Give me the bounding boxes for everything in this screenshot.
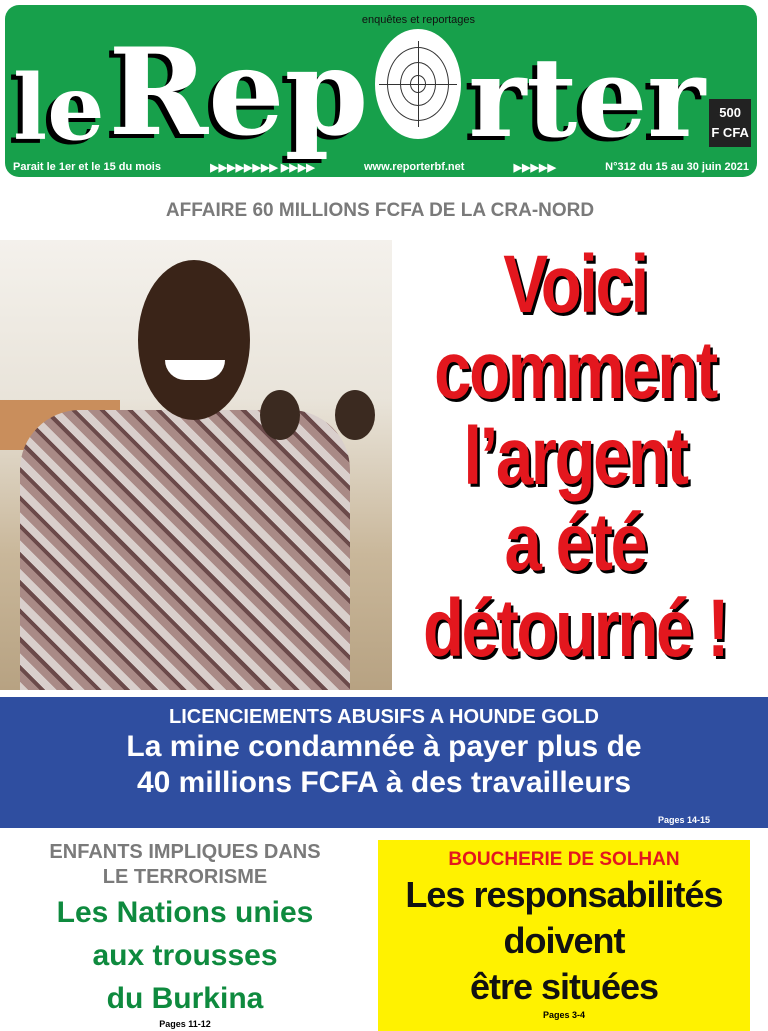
headline-line: a été (504, 497, 646, 588)
left-headline-line: aux trousses (92, 939, 278, 972)
yellow-headline-line: être situées (469, 966, 659, 1007)
price-currency: F CFA (711, 125, 749, 140)
yellow-headline-line: doivent (503, 920, 625, 961)
lead-photo (0, 240, 392, 690)
left-headline-line: du Burkina (106, 982, 264, 1015)
issue-info: N°312 du 15 au 30 juin 2021 (605, 161, 749, 173)
left-kicker-line: LE TERRORISME (102, 866, 268, 888)
yellow-headline-line: Les responsabilités (405, 874, 723, 915)
logo (13, 13, 749, 163)
logo-rep: Rep (108, 22, 369, 163)
left-story (0, 840, 370, 1030)
masthead (5, 5, 757, 177)
lead-headline (419, 239, 731, 674)
frequency: Parait le 1er et le 15 du mois (13, 161, 161, 173)
price-badge (709, 99, 751, 147)
logo-o (361, 13, 476, 153)
yellow-kicker: BOUCHERIE DE SOLHAN (448, 849, 680, 870)
left-headline-line: Les Nations unies (56, 896, 314, 929)
logo-le: le (13, 55, 105, 161)
target-icon (375, 29, 461, 139)
website-link[interactable]: www.reporterbf.net (363, 161, 465, 173)
yellow-story (378, 840, 750, 1031)
blue-kicker: LICENCIEMENTS ABUSIFS A HOUNDE GOLD (168, 706, 599, 728)
left-kicker-line: ENFANTS IMPLIQUES DANS (49, 841, 321, 863)
arrows: ▶▶▶▶▶ (513, 161, 556, 174)
left-pages: Pages 11-12 (159, 1019, 211, 1029)
blue-headline-line: 40 millions FCFA à des travailleurs (136, 766, 632, 799)
logo-rter: rter (468, 33, 706, 162)
blue-pages: Pages 14-15 (657, 815, 710, 825)
headline-line: Voici (503, 239, 647, 330)
headline-line: comment (434, 325, 716, 416)
yellow-pages: Pages 3-4 (542, 1010, 586, 1020)
headline-line: détourné ! (422, 583, 728, 674)
arrows: ▶▶▶▶▶▶▶▶ ▶▶▶▶ (210, 161, 315, 174)
logo-subtitle: enquêtes et reportages (361, 14, 476, 26)
tagline-bar (5, 157, 757, 177)
price-amount: 500 (719, 105, 741, 120)
blue-headline-line: La mine condamnée à payer plus de (126, 730, 642, 763)
headline-line: l’argent (463, 411, 687, 502)
blue-story (0, 697, 768, 828)
lead-kicker: AFFAIRE 60 MILLIONS FCFA DE LA CRA-NORD (165, 200, 595, 221)
